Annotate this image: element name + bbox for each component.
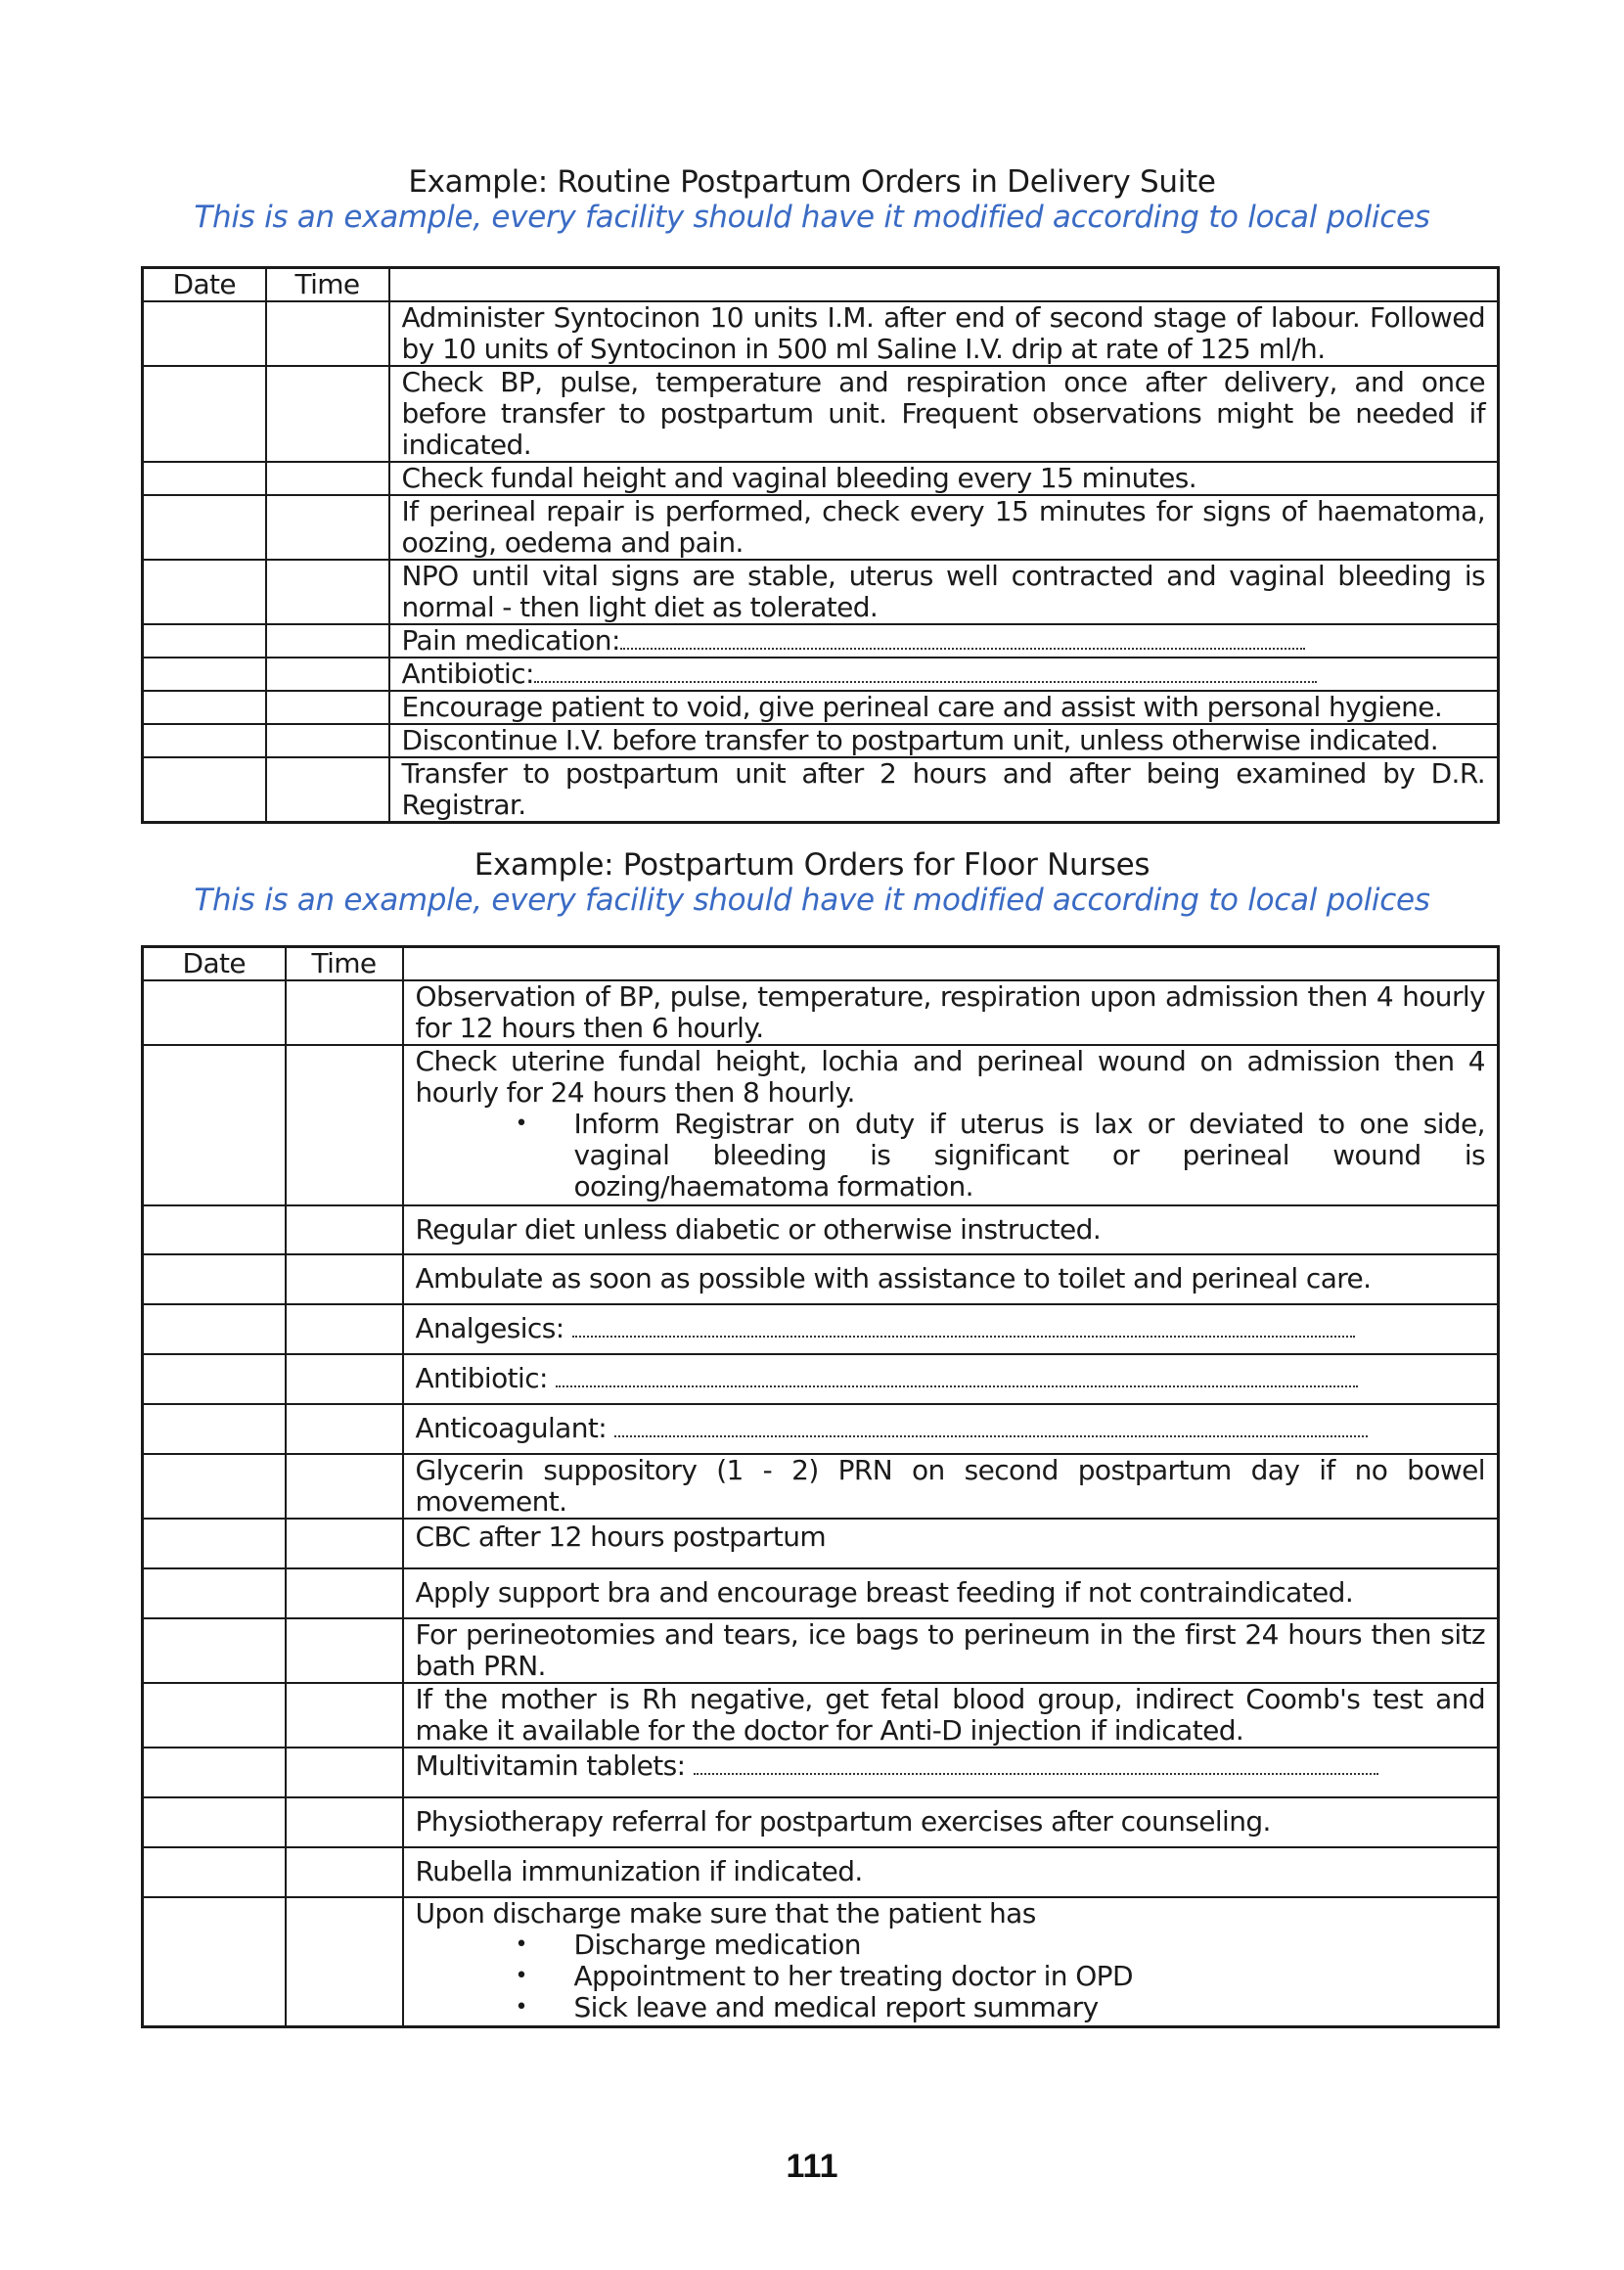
table-row: [143, 1404, 1499, 1454]
order-text: Discontinue I.V. before transfer to postpartum unit, unless otherwise indicated.: [389, 724, 1499, 757]
table-row: [143, 1519, 1499, 1568]
table-row: [143, 624, 1499, 658]
table-row: [143, 980, 1499, 1045]
order-text: Check BP, pulse, temperature and respiration once after delivery, and once before transfer to postpartum unit. Frequent observations might be needed if indicated.: [389, 366, 1499, 462]
time-cell[interactable]: [266, 658, 389, 691]
section1-title: Example: Routine Postpartum Orders in Delivery Suite: [408, 164, 1216, 200]
table-row: [143, 1354, 1499, 1404]
table-row: [143, 691, 1499, 724]
time-cell[interactable]: [286, 1748, 403, 1797]
date-cell[interactable]: [143, 1683, 286, 1748]
time-cell[interactable]: [266, 366, 389, 462]
order-text: Encourage patient to void, give perineal care and assist with personal hygiene.: [389, 691, 1499, 724]
bullet-list: [416, 1109, 1486, 1203]
fill-in-line[interactable]: [556, 1364, 1358, 1387]
time-cell[interactable]: [286, 1683, 403, 1748]
table-row: [143, 1748, 1499, 1797]
antibiotic-cell: [389, 658, 1499, 691]
order-text: Check uterine fundal height, lochia and perineal wound on admission then 4 hourly for 24 hours then 8 hourly.: [415, 1045, 1485, 1109]
section1-subtitle: This is an example, every facility should have it modified according to local polices: [194, 200, 1430, 235]
table-row: [143, 1847, 1499, 1897]
table-row: [143, 1254, 1499, 1304]
table-row: [143, 495, 1499, 560]
date-cell[interactable]: [143, 462, 266, 495]
delivery-suite-orders-table: [141, 266, 1500, 824]
bullet-item: • Sick leave and medical report summary: [574, 1992, 1486, 2023]
time-cell[interactable]: [266, 462, 389, 495]
date-cell[interactable]: [143, 1568, 286, 1618]
date-cell[interactable]: [143, 658, 266, 691]
order-text: Anticoagulant:: [415, 1412, 608, 1444]
time-cell[interactable]: [286, 1254, 403, 1304]
order-text: Apply support bra and encourage breast feeding if not contraindicated.: [403, 1568, 1499, 1618]
time-cell[interactable]: [266, 624, 389, 658]
table-row: [143, 724, 1499, 757]
time-cell[interactable]: [266, 495, 389, 560]
table-row: [143, 301, 1499, 366]
order-text: Antibiotic:: [401, 658, 534, 690]
table-row: [143, 1618, 1499, 1683]
table-row: [143, 1045, 1499, 1205]
fill-in-line[interactable]: [620, 626, 1305, 650]
time-cell[interactable]: [286, 1519, 403, 1568]
date-cell[interactable]: [143, 1045, 286, 1205]
order-text: Transfer to postpartum unit after 2 hours and after being examined by D.R. Registrar.: [389, 757, 1499, 823]
table-row: [143, 1454, 1499, 1519]
fill-in-line[interactable]: [572, 1314, 1355, 1338]
multivitamin-cell: [403, 1748, 1499, 1797]
floor-nurses-orders-table: [141, 945, 1500, 2028]
date-cell[interactable]: [143, 1797, 286, 1847]
fill-in-line[interactable]: [614, 1414, 1368, 1437]
bullet-item: • Discharge medication: [574, 1930, 1486, 1961]
order-text: Antibiotic:: [415, 1362, 548, 1394]
section2-title: Example: Postpartum Orders for Floor Nurses: [474, 847, 1150, 883]
date-cell[interactable]: [143, 560, 266, 624]
table-row: [143, 1797, 1499, 1847]
table-row: [143, 366, 1499, 462]
time-cell[interactable]: [266, 301, 389, 366]
time-cell[interactable]: [286, 1354, 403, 1404]
date-cell[interactable]: [143, 1304, 286, 1354]
page-number: 111: [786, 2148, 838, 2185]
date-cell[interactable]: [143, 691, 266, 724]
time-cell[interactable]: [286, 1568, 403, 1618]
time-cell[interactable]: [286, 1454, 403, 1519]
bullet-item: • Inform Registrar on duty if uterus is lax or deviated to one side, vaginal bleeding is significant or perineal wound is oozing/haematoma formation.: [574, 1109, 1486, 1203]
time-cell[interactable]: [286, 980, 403, 1045]
date-cell[interactable]: [143, 724, 266, 757]
date-cell[interactable]: [143, 1618, 286, 1683]
date-cell[interactable]: [143, 1454, 286, 1519]
table-row: [143, 560, 1499, 624]
order-header: [403, 947, 1499, 981]
table-row: [143, 1304, 1499, 1354]
date-cell[interactable]: [143, 1897, 286, 2026]
order-text: Observation of BP, pulse, temperature, respiration upon admission then 4 hourly for 12 hours then 6 hourly.: [403, 980, 1499, 1045]
fill-in-line[interactable]: [694, 1751, 1378, 1775]
time-cell[interactable]: [286, 1404, 403, 1454]
order-text: If the mother is Rh negative, get fetal blood group, indirect Coomb's test and make it available for the doctor for Anti-D injection if indicated.: [403, 1683, 1499, 1748]
order-text: Check fundal height and vaginal bleeding every 15 minutes.: [389, 462, 1499, 495]
date-cell[interactable]: [143, 366, 266, 462]
order-text: Upon discharge make sure that the patient has: [415, 1897, 1036, 1930]
date-cell[interactable]: [143, 757, 266, 823]
table-header-row: [143, 268, 1499, 302]
time-cell[interactable]: [266, 757, 389, 823]
pain-medication-cell: [389, 624, 1499, 658]
time-cell[interactable]: [286, 1847, 403, 1897]
order-text: Rubella immunization if indicated.: [403, 1847, 1499, 1897]
table-row: [143, 1683, 1499, 1748]
date-cell[interactable]: [143, 980, 286, 1045]
order-header: [389, 268, 1499, 302]
fill-in-line[interactable]: [534, 659, 1317, 683]
time-cell[interactable]: [266, 691, 389, 724]
date-header: Date: [143, 268, 266, 302]
bullet-item: • Appointment to her treating doctor in OPD: [574, 1961, 1486, 1992]
time-cell[interactable]: [286, 1618, 403, 1683]
table-row: [143, 658, 1499, 691]
time-cell[interactable]: [286, 1304, 403, 1354]
date-cell[interactable]: [143, 495, 266, 560]
discharge-cell: [403, 1897, 1499, 2026]
time-header: Time: [286, 947, 403, 981]
fundal-check-cell: [403, 1045, 1499, 1205]
order-text: For perineotomies and tears, ice bags to perineum in the first 24 hours then sitz bath PRN.: [403, 1618, 1499, 1683]
date-cell[interactable]: [143, 1205, 286, 1254]
table-row: [143, 1568, 1499, 1618]
bullet-list: [416, 1930, 1486, 2023]
date-cell[interactable]: [143, 624, 266, 658]
time-header: Time: [266, 268, 389, 302]
order-text: CBC after 12 hours postpartum: [403, 1519, 1499, 1568]
table-header-row: [143, 947, 1499, 981]
time-cell[interactable]: [286, 1897, 403, 2026]
time-cell[interactable]: [286, 1045, 403, 1205]
table-row: [143, 1205, 1499, 1254]
date-cell[interactable]: [143, 1254, 286, 1304]
order-text: Ambulate as soon as possible with assistance to toilet and perineal care.: [403, 1254, 1499, 1304]
time-cell[interactable]: [286, 1797, 403, 1847]
time-cell[interactable]: [266, 560, 389, 624]
date-cell[interactable]: [143, 1519, 286, 1568]
analgesics-cell: [403, 1304, 1499, 1354]
table-row: [143, 462, 1499, 495]
order-text: Glycerin suppository (1 - 2) PRN on second postpartum day if no bowel movement.: [403, 1454, 1499, 1519]
order-text: Regular diet unless diabetic or otherwise instructed.: [403, 1205, 1499, 1254]
order-text: If perineal repair is performed, check every 15 minutes for signs of haematoma, oozing, oedema and pain.: [389, 495, 1499, 560]
date-cell[interactable]: [143, 1748, 286, 1797]
table-row: [143, 1897, 1499, 2026]
order-text: Analgesics:: [415, 1312, 564, 1344]
date-cell[interactable]: [143, 1404, 286, 1454]
order-text: Pain medication:: [401, 624, 620, 657]
table-row: [143, 757, 1499, 823]
order-text: Multivitamin tablets:: [415, 1749, 686, 1782]
section2-subtitle: This is an example, every facility should have it modified according to local polices: [194, 883, 1430, 918]
antibiotic-cell: [403, 1354, 1499, 1404]
date-cell[interactable]: [143, 1847, 286, 1897]
date-cell[interactable]: [143, 1354, 286, 1404]
time-cell[interactable]: [266, 724, 389, 757]
order-text: Physiotherapy referral for postpartum exercises after counseling.: [403, 1797, 1499, 1847]
time-cell[interactable]: [286, 1205, 403, 1254]
order-text: Administer Syntocinon 10 units I.M. after end of second stage of labour. Followed by 10 units of Syntocinon in 500 ml Saline I.V. drip at rate of 125 ml/h.: [389, 301, 1499, 366]
order-text: NPO until vital signs are stable, uterus well contracted and vaginal bleeding is normal - then light diet as tolerated.: [389, 560, 1499, 624]
date-header: Date: [143, 947, 286, 981]
date-cell[interactable]: [143, 301, 266, 366]
anticoagulant-cell: [403, 1404, 1499, 1454]
